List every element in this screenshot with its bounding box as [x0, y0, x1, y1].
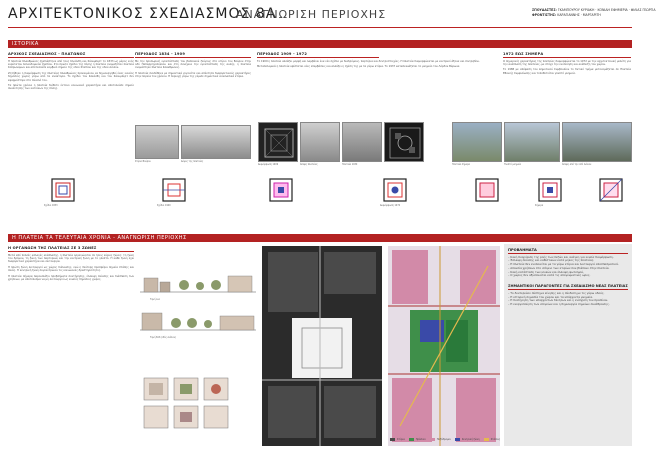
list-item: – Έλλειψη σκίασης και καθιστικών κατά μήκος της πλατείας. — [508, 258, 595, 263]
diagram-1909b — [270, 179, 292, 201]
zoning-map — [388, 246, 500, 446]
list-item: – Η διατήρηση των υπαρχόντων δέντρων και η ενίσχυση του πρασίνου. — [508, 298, 609, 303]
sidebar-panel — [504, 244, 632, 446]
photo-caption: Πλατεία σήμερα — [452, 163, 470, 166]
diagram-caption: Σχέδιο 1833 — [44, 204, 58, 207]
section-band-recent: Η ΠΛΑΤΕΙΑ ΤΑ ΤΕΛΕΥΤΑΙΑ ΧΡΟΝΙΑ - ΑΝΑΓΝΩΡΙΣΗ ΠΕΡΙΟΧΗΣ — [8, 234, 632, 242]
list-item: – Η ιστορική σημασία του χώρου και τα υπάρχοντα μνημεία. — [508, 294, 593, 299]
modern-photo — [562, 122, 632, 162]
legend-swatch — [409, 438, 414, 441]
historic-photo — [135, 125, 179, 159]
legend-swatch — [430, 438, 435, 441]
page-title: ΑΡΧΙΤΕΚΤΟΝΙΚΟΣ ΣΧΕΔΙΑΣΜΟΣ 8Α — [8, 6, 277, 22]
column-text: Η πλατεία Κλαυθμώνος σχεδιάστηκε από τους Κλεάνθη και Σάουμπερτ το 1833 ως μέρος ενός ευρύτατου πολεοδομικού σχεδίου. Στο πρώτο σχέδιο της πόλης η πλατεία ονομαζόταν πλατεία Κοπρωνύμων και αποτελούσε κομβικό σημείο της οδού Σταδίου και της οδού Αιόλου. Ζητήθηκε η διαμόρφωση της πλατείας Κλαυθμώνος προκειμένου να δημιουργηθεί ένας ενιαίος δημόσιος χώρος γύρω από τα ανάκτορα. Το σχέδιο του Κλεάνθη και του Σάουμπερτ δεν εφαρμόστηκε στο σύνολό του. Τα πρώτα χρόνια η πλατεία διέθετε έντονο κοινωνικό χαρακτήρα και αποτελούσε σημείο συνάντησης των κατοίκων της πόλης. — [8, 59, 134, 91]
photo-caption: Πλατεία 1930 — [342, 163, 358, 166]
list-item: – Κακή διαχείριση της ροής των πεζών και ανάγκη για ενιαία διαμόρφωση. — [508, 254, 614, 259]
map-legend — [390, 438, 500, 441]
section-caption: Τομή Α-Α — [150, 298, 160, 301]
zone-diagrams — [140, 372, 256, 432]
problems-list — [508, 256, 628, 279]
diagram-today-3 — [600, 179, 622, 201]
photo-caption: Δόμος της πλατείας — [181, 160, 204, 163]
diagram-today-2 — [539, 179, 561, 201]
legend-item: Πεζόδρομοι — [430, 438, 451, 441]
divider — [503, 57, 631, 58]
diagram-caption: Σήμερα — [535, 204, 544, 207]
section-drawing-a — [140, 272, 256, 296]
section-caption: Τομή Β-Β (οδός Αιόλου) — [150, 336, 176, 339]
column-heading: ΑΡΧΙΚΟΣ ΣΧΕΔΙΑΣΜΟΣ - ΠΛΑΤΩΝΟΣ — [8, 52, 86, 56]
historic-photo — [181, 125, 251, 159]
divider — [8, 57, 134, 58]
column-2 — [135, 52, 251, 122]
divider — [508, 289, 628, 290]
diagram-1909 — [163, 179, 185, 201]
zones-text: Μετά από πολλές αλλαγές ανάπλασης, η πλατεία οργανώνεται σε τρεις κύριες ζώνες: τη ζώνη του δρόμου, τη ζώνη των παρτεριών και την κεντρική ζώνη με το γλυπτό. Η κάθε ζώνη έχει διαφορετικό χαρακτήρα και λειτουργία. Η πρώτη ζώνη λειτουργεί ως χώρος διέλευσης, ενώ η δεύτερη προσφέρει σημεία στάσης και σκιάς. Η κεντρική ζώνη συγκεντρώνει τις κοινωνικές δραστηριότητες. Η πλατεία σήμερα παρουσιάζει προβλήματα συντήρησης, έλλειψη σκίασης και διάσπαση των χρήσεων, με αποτέλεσμα να μη λειτουργεί ως ενιαίος δημόσιος χώρος. — [8, 253, 134, 281]
suggestions-list — [508, 292, 628, 307]
section-band-history: ΙΣΤΟΡΙΚΑ — [8, 40, 632, 48]
diagram-today-1 — [476, 179, 498, 201]
plan-1909-photo — [258, 122, 298, 162]
column-1 — [8, 52, 134, 160]
column-heading: 1972 ΕΩΣ ΣΗΜΕΡΑ — [503, 52, 544, 56]
divider — [135, 57, 251, 58]
legend-swatch — [455, 438, 460, 441]
photo-caption: Κτίριο Βούρου — [135, 160, 151, 163]
divider — [8, 251, 134, 252]
divider — [257, 57, 379, 58]
column-text: Ο σημερινός χαρακτήρας της πλατείας διαμορφώνεται το 1972 με την αρχιτεκτονική μελέτη για την ανάπλαση της πλατείας, με στόχο την ενοποίηση και ανάδειξη του χώρου. Το 1988 με απόφαση του Δημοτικού Συμβουλίου το δυτικό τμήμα μετονομάζεται σε Πλατεία Εθνικής Συμφιλίωσης και τοποθετείται γλυπτό μνημείο. — [503, 59, 631, 75]
list-item: – Η ενεργοποίηση των ισογείων και η δημιουργία σημείων συνάθροισης. — [508, 302, 610, 307]
section-drawing-b — [140, 310, 256, 334]
photo-caption: Άποψη από την οδό Αιόλου — [562, 163, 592, 166]
list-item: – Κακή κατάσταση των υλικών και έλλειψη φωτισμού. — [508, 269, 584, 274]
evolution-diagrams — [8, 174, 632, 216]
zones-text-block — [8, 246, 134, 450]
legend-item: Κτίρια — [390, 438, 405, 441]
column-heading: ΠΕΡΙΟΔΟΣ 1909 - 1972 — [257, 52, 308, 56]
historic-photo — [300, 122, 340, 162]
legend-swatch — [484, 438, 489, 441]
diagram-1972 — [384, 179, 406, 201]
suggestions-heading: ΣΗΜΑΝΤΙΚΟΙ ΠΑΡΑΓΟΝΤΕΣ ΓΙΑ ΣΧΕΔΙΑΣΜΟ ΝΕΑΣ ΠΛΑΤΕΙΑΣ — [508, 284, 628, 289]
column-text: Το 1909 η πλατεία αλλάζει μορφή και λαμβάνει ένα νέο σχέδιο με διαδρόμους, παρτέρια και δεντροστοιχίες. Η πλατεία διαμορφώνεται με κεντρικό άξονα και σιντριβάνι. Μεταπολεμικά η πλατεία υφίσταται νέες επεμβάσεις και αλλάζει η σχέση της με τα γύρω κτίρια. Το 1937 κατασκευάζεται το μνημείο του Λόρδου Βύρωνα. — [257, 59, 480, 68]
page-subtitle: ΑΝΑΓΝΩΡΙΣΗ ΠΕΡΙΟΧΗΣ — [236, 8, 387, 21]
column-heading: ΠΕΡΙΟΔΟΣ 1834 - 1909 — [135, 52, 186, 56]
list-item: – Το δευτερεύον σύστημα κίνησης και η σύνδεση με τις γύρω οδούς. — [508, 290, 605, 295]
column-text: Με την προσωρινή εγκατάσταση του βασιλικού ζεύγους στο κτίριο του Βούρου στην οδό Παπαρρηγοπούλου και στη συνέχεια την εγκατάσταση της αυλής, η πλατεία ονομάστηκε πλατεία Κλαυθμώνος. Η πλατεία συνδέθηκε με σημαντικά γεγονότα και απέκτησε διαφορετικούς χαρακτήρες στην πορεία του χρόνου. Η περιοχή γύρω της γέμισε σημαντικά νεοκλασικά κτίρια. — [135, 59, 251, 79]
students-line: ΣΠΟΥΔΑΣΤΕΣ: ΓΚΑΜΠΟΥΡΟΥ ΚΥΡΙΑΚΗ · ΚΟΝΙΔΗ ΕΦΗΜΕΡΙΑ · ΦΙΛΙΑΣ ΓΕΩΡΓΙΑ — [532, 8, 656, 12]
photo-caption: Διαμόρφωση 1909 — [258, 163, 279, 166]
diagram-1833 — [52, 179, 74, 201]
legend-swatch — [390, 438, 395, 441]
photo-caption: Γλυπτό μνημείο — [504, 163, 522, 166]
header-rule — [8, 27, 632, 28]
plan-1972-photo — [384, 122, 424, 162]
list-item: – Ο χώρος δεν αξιοποιείται κατά τις απογευματινές ώρες. — [508, 273, 591, 278]
modern-photo — [452, 122, 502, 162]
figure-ground-map — [262, 246, 382, 446]
tutors-line: ΦΡΟΝΤΙΣΤΗΣ: ΚΑΡΑΓΙΑΝΝΗΣ · ΜΑΡΓΑΡΙΤΗ — [532, 13, 601, 17]
column-4 — [503, 52, 631, 118]
historic-photo — [342, 122, 382, 162]
modern-photo — [504, 122, 560, 162]
legend-item: Πράσινο — [409, 438, 426, 441]
diagram-caption: Σχέδιο 1909 — [157, 204, 171, 207]
photo-caption: Άποψη πλατείας — [300, 163, 318, 166]
legend-item: Κεντρική ζώνη — [455, 438, 480, 441]
list-item: – Η πλατεία δεν ενοποιείται με τα γύρω κτίρια και λειτουργεί αποσπασματικά. — [508, 262, 619, 267]
legend-item: Στάσεις — [484, 438, 501, 441]
column-3 — [257, 52, 480, 122]
diagram-caption: Διαμόρφωση 1972 — [380, 204, 401, 207]
sub-heading: Η ΟΡΓΑΝΩΣΗ ΤΗΣ ΠΛΑΤΕΙΑΣ ΣΕ 3 ΖΩΝΕΣ — [8, 246, 97, 250]
divider — [508, 253, 628, 254]
list-item: – Απουσία χρήσεων στο ισόγειο των κτιρίων που βλέπουν στην πλατεία. — [508, 265, 610, 270]
problems-heading: ΠΡΟΒΛΗΜΑΤΑ — [508, 248, 537, 252]
